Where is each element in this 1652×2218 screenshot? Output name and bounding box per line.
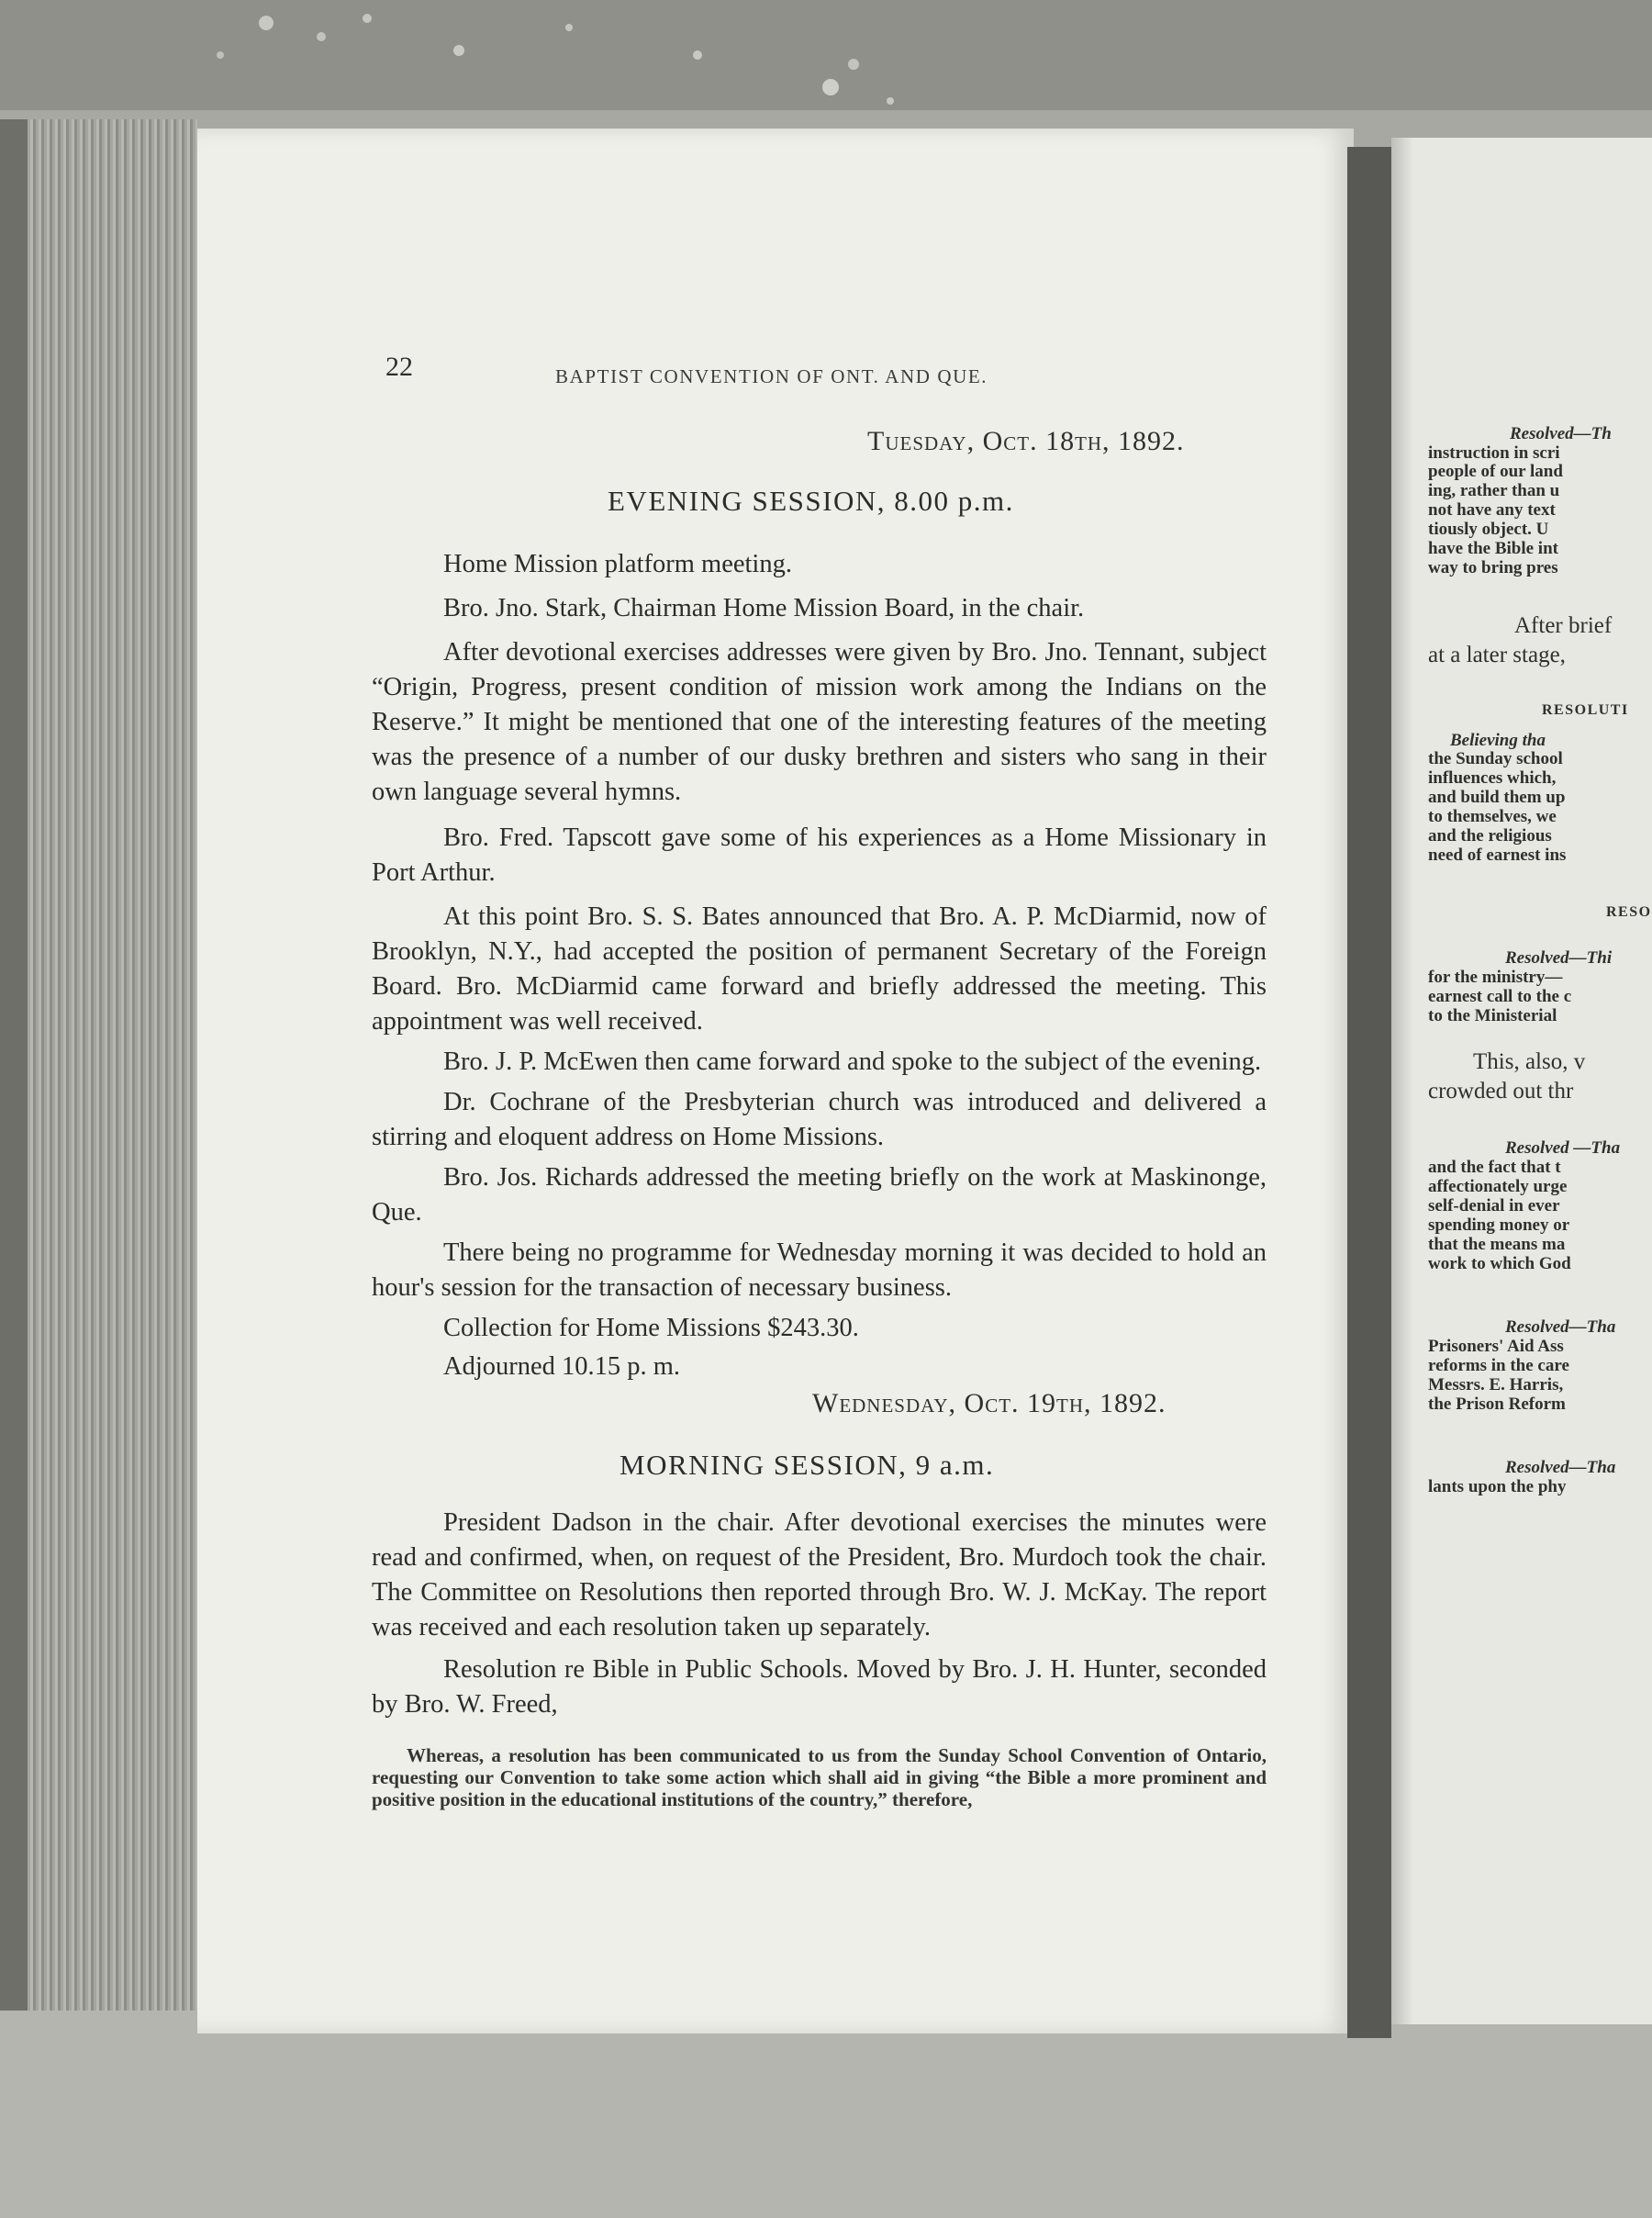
- right-page-line: influences which,: [1428, 768, 1557, 788]
- running-head: BAPTIST CONVENTION OF ONT. AND QUE.: [555, 365, 988, 387]
- page-number: 22: [385, 352, 413, 382]
- paragraph: Collection for Home Missions $243.30.: [443, 1314, 859, 1342]
- right-page-line: Resolved—Th: [1510, 424, 1612, 443]
- book-gutter: [1347, 147, 1391, 2038]
- right-page-line: and the fact that t: [1428, 1158, 1561, 1177]
- right-page-line: way to bring pres: [1428, 558, 1558, 577]
- right-page-heading: RESOLUTI: [1542, 702, 1629, 718]
- right-page-line: This, also, v: [1473, 1049, 1586, 1074]
- page-block-edge: [0, 119, 197, 2038]
- right-page-line: Believing tha: [1450, 731, 1546, 750]
- right-page-shadow: [1391, 138, 1413, 2024]
- right-page-line: Messrs. E. Harris,: [1428, 1375, 1564, 1395]
- date-line-wednesday: Wednesday, Oct. 19th, 1892.: [812, 1388, 1166, 1418]
- right-page-line: to the Ministerial: [1428, 1006, 1557, 1025]
- book-cover-edge: [0, 119, 28, 2038]
- right-page-line: have the Bible int: [1428, 539, 1558, 558]
- paragraph: Bro. Jos. Richards addressed the meeting briefly on the work at Maskinonge, Que.: [372, 1163, 1267, 1227]
- date-line-tuesday: Tuesday, Oct. 18th, 1892.: [867, 426, 1185, 456]
- right-page-line: crowded out thr: [1428, 1079, 1574, 1103]
- right-page-line: lants upon the phy: [1428, 1477, 1567, 1496]
- paragraph: Bro. Jno. Stark, Chairman Home Mission Board, in the chair.: [443, 594, 1085, 622]
- dust-specks: [0, 0, 1652, 147]
- right-page-line: tiously object. U: [1428, 520, 1549, 539]
- evening-session-body: [372, 547, 1267, 1384]
- right-page-line: and the religious: [1428, 826, 1552, 846]
- right-page-line: people of our land: [1428, 462, 1563, 481]
- morning-session-body: [372, 1506, 1267, 1722]
- right-page-line: After brief: [1514, 613, 1613, 638]
- paragraph: There being no programme for Wednesday morning it was decided to hold an hour's session for the transaction of necessary business.: [372, 1238, 1267, 1302]
- right-page-line: the Sunday school: [1428, 749, 1563, 768]
- right-page-line: instruction in scri: [1428, 443, 1560, 463]
- paragraph: At this point Bro. S. S. Bates announced that Bro. A. P. McDiarmid, now of Brooklyn, N.Y., had accepted the position of permanent Secretary of the Foreign Board. Bro. McDiarmid came forward and briefly addressed the meeting. This appointment was well received.: [372, 902, 1267, 1036]
- paragraph: Adjourned 10.15 p. m.: [443, 1352, 681, 1381]
- right-page-line: and build them up: [1428, 788, 1566, 807]
- paragraph: Resolution re Bible in Public Schools. Moved by Bro. J. H. Hunter, seconded by Bro. W. Freed,: [372, 1655, 1267, 1719]
- scan-background-bottom: [0, 2011, 1652, 2218]
- right-page-line: at a later stage,: [1428, 643, 1566, 667]
- right-page-line: to themselves, we: [1428, 807, 1557, 826]
- paragraph: Dr. Cochrane of the Presbyterian church was introduced and delivered a stirring and eloquent address on Home Missions.: [372, 1088, 1267, 1151]
- right-page-line: reforms in the care: [1428, 1356, 1569, 1375]
- paragraph: Bro. Fred. Tapscott gave some of his experiences as a Home Missionary in Port Arthur.: [372, 823, 1267, 887]
- right-page-line: Resolved—Tha: [1505, 1317, 1616, 1337]
- right-page-line: Resolved —Tha: [1505, 1138, 1621, 1158]
- right-page-line: need of earnest ins: [1428, 846, 1567, 865]
- right-page-line: not have any text: [1428, 500, 1556, 520]
- right-page-line: Prisoners' Aid Ass: [1428, 1337, 1564, 1356]
- session-heading-morning-text: MORNING SESSION, 9 a.m.: [620, 1449, 995, 1481]
- whereas-clause: Whereas, a resolution has been communicated to us from the Sunday School Convention of Ontario, requesting our Convention to take some action which shall aid in giving “the Bible a more prominent and positive position in the educational institutions of the country,” therefore,: [372, 1744, 1267, 1810]
- right-page-line: work to which God: [1428, 1254, 1571, 1273]
- right-page-heading: RESO: [1606, 904, 1652, 920]
- paragraph: Home Mission platform meeting.: [443, 550, 792, 578]
- right-page-line: the Prison Reform: [1428, 1395, 1566, 1414]
- right-page-line: for the ministry—: [1428, 968, 1563, 987]
- right-page-line: spending money or: [1428, 1215, 1570, 1235]
- right-page-line: Resolved—Tha: [1505, 1458, 1616, 1477]
- right-page-line: Resolved—Thi: [1505, 948, 1613, 968]
- right-page-line: affectionately urge: [1428, 1177, 1568, 1196]
- right-page-line: ing, rather than u: [1428, 481, 1560, 500]
- paragraph: Bro. J. P. McEwen then came forward and spoke to the subject of the evening.: [443, 1047, 1262, 1076]
- paragraph: President Dadson in the chair. After devotional exercises the minutes were read and confirmed, when, on request of the President, Bro. Murdoch took the chair. The Committee on Resolutions then reported through Bro. W. J. McKay. The report was received and each resolution taken up separately.: [372, 1508, 1267, 1641]
- right-page-line: that the means ma: [1428, 1235, 1566, 1254]
- session-heading-evening: [608, 485, 1014, 518]
- right-page-line: self-denial in ever: [1428, 1196, 1560, 1215]
- paragraph: After devotional exercises addresses were given by Bro. Jno. Tennant, subject “Origin, Progress, present condition of mission work among the Indians on the Reserve.” It might be mentioned that one of the interesting features of the meeting was the presence of a number of our dusky brethren and sisters who sang in their own language several hymns.: [372, 638, 1267, 806]
- right-page-line: earnest call to the c: [1428, 987, 1572, 1006]
- session-heading-evening-text: EVENING SESSION, 8.00 p.m.: [608, 485, 1014, 517]
- session-heading-morning: [620, 1449, 994, 1482]
